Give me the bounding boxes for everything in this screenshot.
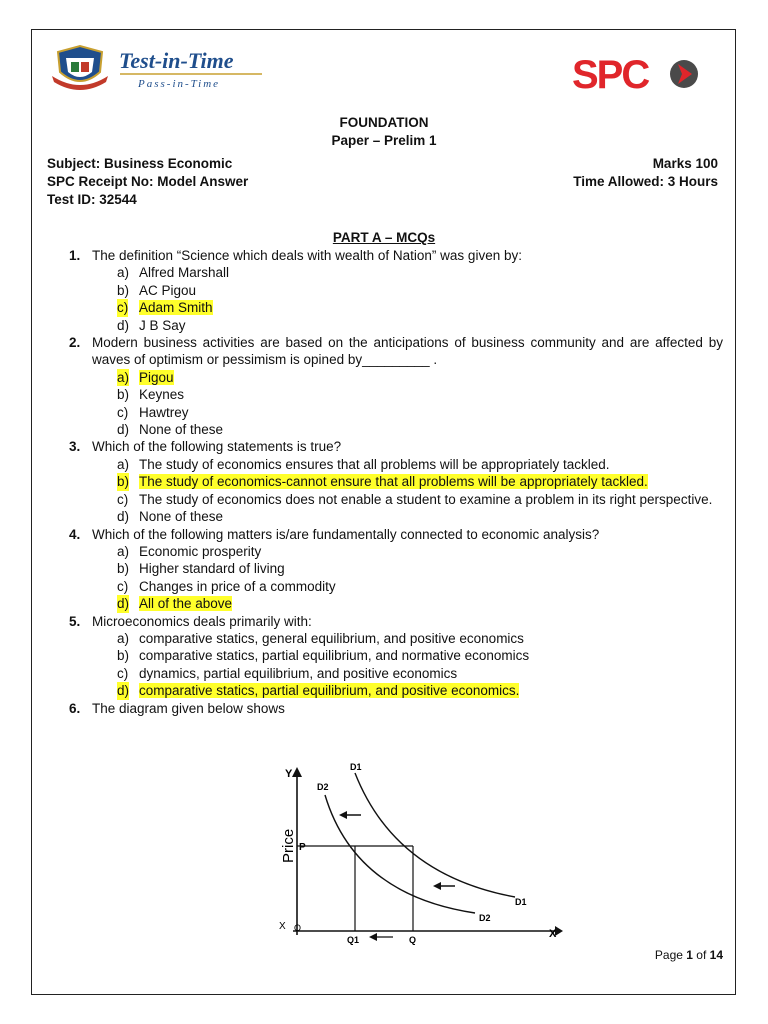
question-text: The diagram given below shows [92,700,285,716]
option-letter: c) [117,665,129,681]
option-text: None of these [139,509,224,525]
logo-right-text: SPC [572,53,649,96]
receipt-label: SPC Receipt No: Model Answer [47,174,249,189]
option-text: Hawtrey [139,404,189,420]
spc-logo [570,50,715,96]
option-item [47,543,723,560]
question-2 [47,334,723,369]
question-number: 1. [69,248,81,263]
option-letter: d) [117,596,130,612]
option-letter: c) [117,578,129,594]
option-letter: c) [117,404,129,420]
q-label: Q [409,935,417,945]
option-item [47,491,723,508]
shift-arrow-middle [433,882,455,890]
quantity-arrow [369,933,393,941]
logo-left-tagline: Pass-in-Time [138,78,221,90]
option-letter: d) [117,317,130,333]
question-5 [47,613,723,630]
option-letter: b) [117,648,130,664]
question-number: 3. [69,439,81,455]
option-text: Keynes [139,387,185,403]
option-letter: c) [117,300,129,316]
option-text: comparative statics, general equilibrium, and positive economics [139,630,524,646]
test-id-label: Test ID: 32544 [47,192,137,207]
option-text: comparative statics, partial equilibrium, and normative economics [139,648,530,664]
option-text: dynamics, partial equilibrium, and positive economics [139,665,458,681]
x-axis-label: X [549,928,557,940]
option-text: None of these [139,422,224,438]
question-text: Which of the following matters is/are fundamentally connected to economic analysis? [92,526,600,542]
option-item [47,299,723,316]
correct-answer-text: Adam Smith [139,300,213,316]
negative-x-label: X [279,921,286,932]
option-text: AC Pigou [139,282,197,298]
option-letter: c) [117,491,129,507]
question-3 [47,438,723,455]
option-text: Higher standard of living [139,561,285,577]
logo-left-title: Test-in-Time [119,48,234,73]
demand-curve-d2 [325,795,475,913]
option-item [47,421,723,438]
option-letter: a) [117,456,130,472]
option-item [47,508,723,525]
option-text: The study of economics does not enable a student to examine a problem in its right perspective. [139,491,713,507]
question-number: 2. [69,335,81,351]
d2-end-label: D2 [479,913,491,923]
option-item [47,404,723,421]
x-axis [293,926,563,936]
option-item [47,317,723,334]
option-letter: a) [117,369,130,385]
test-in-time-logo [50,42,270,94]
option-text: The study of economics ensures that all problems will be appropriately tackled. [139,456,610,472]
page-number: Page 1 of 14 [654,948,723,962]
question-6 [47,700,723,717]
option-item [47,473,723,490]
correct-answer-text: comparative statics, partial equilibrium, and positive economics. [139,683,520,699]
option-text: J B Say [139,317,186,333]
option-letter: b) [117,387,130,403]
option-item [47,595,723,612]
marks-label: Marks 100 [652,156,718,171]
shift-arrow-top [339,811,361,819]
q1-label: Q1 [347,935,360,945]
d2-top-label: D2 [317,782,329,792]
correct-answer-text: Pigou [139,369,174,385]
option-letter: d) [117,683,130,699]
question-text: The definition “Science which deals with wealth of Nation” was given by: [92,248,522,263]
demand-shift-diagram [255,755,575,945]
question-list [47,247,723,717]
option-item [47,369,723,386]
option-item [47,264,723,281]
option-letter: a) [117,543,130,559]
option-letter: a) [117,265,130,281]
question-number: 6. [69,700,81,716]
question-text: Which of the following statements is true? [92,439,342,455]
origin-label: O [294,923,302,933]
option-letter: d) [117,422,130,438]
option-letter: b) [117,282,130,298]
price-axis-title: Price [280,828,297,863]
correct-answer-text: All of the above [139,596,233,612]
option-item [47,630,723,647]
option-text: Economic prosperity [139,543,262,559]
option-letter: d) [117,509,130,525]
question-text: Modern business activities are based on the anticipations of business community and are affected by waves of optimism or pessimism is opined by_________ . [92,335,723,368]
question-text: Microeconomics deals primarily with: [92,613,312,629]
paper-subheading: Paper – Prelim 1 [331,133,437,148]
part-heading: PART A – MCQs [332,230,436,245]
option-item [47,647,723,664]
option-item [47,560,723,577]
demand-curve-d1 [355,773,515,897]
option-text: Alfred Marshall [139,265,230,281]
option-text: Changes in price of a commodity [139,578,336,594]
correct-answer-text: The study of economics-cannot ensure that all problems will be appropriately tackled. [139,474,648,490]
price-p-label: P [299,842,306,853]
y-axis-label: Y [285,768,293,780]
option-letter: a) [117,630,130,646]
option-item [47,578,723,595]
option-letter: b) [117,474,130,490]
paper-heading: FOUNDATION [339,115,429,130]
d1-top-label: D1 [350,762,362,772]
question-4 [47,526,723,543]
question-1 [47,247,723,264]
option-item [47,386,723,403]
option-item [47,456,723,473]
option-item [47,682,723,699]
d1-end-label: D1 [515,897,527,907]
option-letter: b) [117,561,130,577]
question-number: 4. [69,526,81,542]
time-allowed-label: Time Allowed: 3 Hours [573,174,718,189]
subject-label: Subject: Business Economic [47,156,233,171]
question-number: 5. [69,613,81,629]
option-item [47,665,723,682]
option-item [47,282,723,299]
